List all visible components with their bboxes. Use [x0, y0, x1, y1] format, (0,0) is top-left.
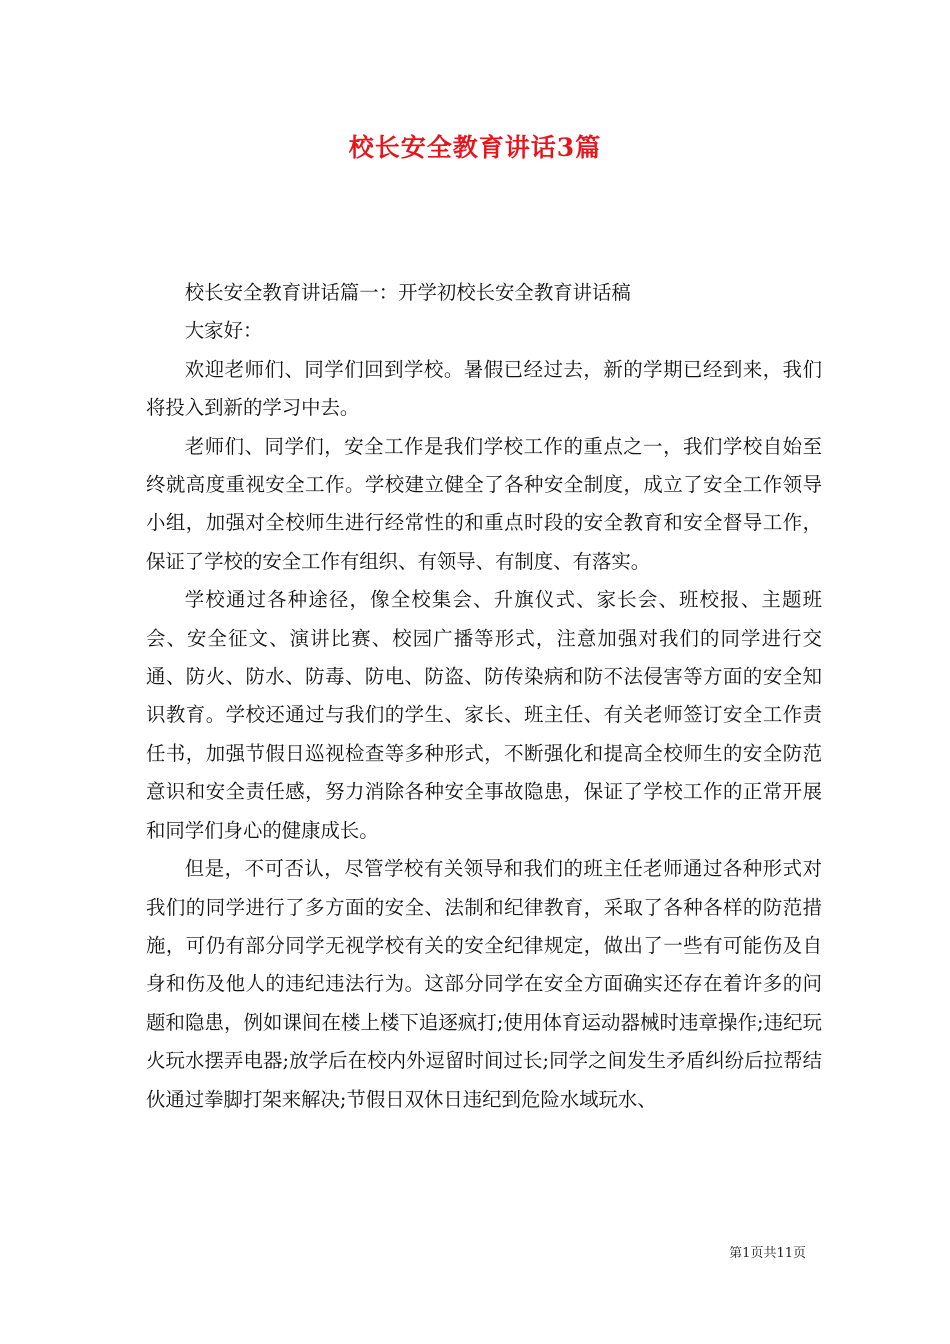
body-paragraph: 老师们、同学们，安全工作是我们学校工作的重点之一，我们学校自始至终就高度重视安全工作。学校建立健全了各种安全制度，成立了安全工作领导小组，加强对全校师生进行经常性的和重点时段的安全教育和安全督导工作，保证了学校的安全工作有组织、有领导、有制度、有落实。	[146, 434, 822, 573]
body-paragraph: 学校通过各种途径，像全校集会、升旗仪式、家长会、班校报、主题班会、安全征文、演讲比赛、校园广播等形式，注意加强对我们的同学进行交通、防火、防水、防毒、防电、防盗、防传染病和防不法侵害等方面的安全知识教育。学校还通过与我们的学生、家长、班主任、有关老师签订安全工作责任书，加强节假日巡视检查等多种形式，不断强化和提高全校师生的安全防范意识和安全责任感，努力消除各种安全事故隐患，保证了学校工作的正常开展和同学们身心的健康成长。	[146, 588, 822, 842]
body-paragraph: 但是，不可否认，尽管学校有关领导和我们的班主任老师通过各种形式对我们的同学进行了多方面的安全、法制和纪律教育，采取了各种各样的防范措施，可仍有部分同学无视学校有关的安全纪律规定，做出了一些有可能伤及自身和伤及他人的违纪违法行为。这部分同学在安全方面确实还存在着许多的问题和隐患，例如课间在楼上楼下追逐疯打;使用体育运动器械时违章操作;违纪玩火玩水摆弄电器;放学后在校内外逗留时间过长;同学之间发生矛盾纠纷后拉帮结伙通过拳脚打架来解决;节假日双休日违纪到危险水域玩水、	[146, 857, 822, 1111]
body-paragraph: 欢迎老师们、同学们回到学校。暑假已经过去，新的学期已经到来，我们将投入到新的学习中去。	[146, 357, 822, 420]
page-number-footer: 第1页共11页	[729, 1246, 806, 1261]
document-body	[146, 274, 822, 1119]
document-title: 校长安全教育讲话3篇	[348, 133, 602, 162]
body-paragraph-greeting: 大家好：	[184, 319, 263, 343]
body-paragraph-heading: 校长安全教育讲话篇一：开学初校长安全教育讲话稿	[184, 281, 631, 304]
